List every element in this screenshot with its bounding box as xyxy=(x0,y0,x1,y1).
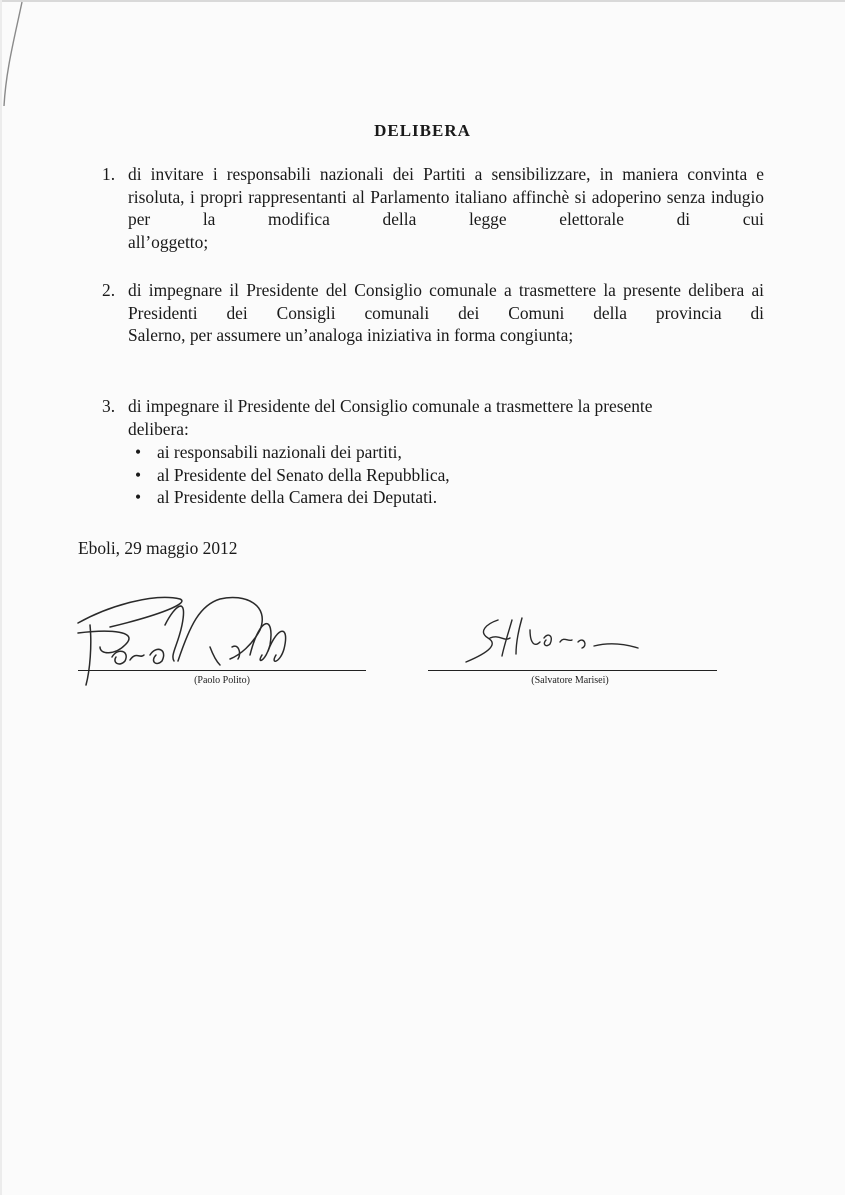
bullet-icon: • xyxy=(135,464,142,485)
signatory-name-1: (Paolo Polito) xyxy=(194,675,250,686)
recipient-list xyxy=(135,441,695,509)
item-text: di impegnare il Presidente del Consiglio comunale a trasmettere la presente delibera ai Presidenti dei Consigli comunali dei Comuni della provincia di xyxy=(128,280,764,323)
list-item-text: al Presidente della Camera dei Deputati. xyxy=(157,487,438,507)
deliberation-item-2 xyxy=(102,279,764,347)
item-text-last-line: all’oggetto; xyxy=(128,231,209,252)
place-date: Eboli, 29 maggio 2012 xyxy=(78,538,238,558)
item-text-last-line: Salerno, per assumere un’analoga iniziativa in forma congiunta; xyxy=(128,325,574,345)
signature-line-2 xyxy=(428,670,717,671)
item-number: 2. xyxy=(102,280,116,300)
signature-salvatore-marisei xyxy=(460,612,650,672)
bullet-icon: • xyxy=(135,442,142,462)
list-item xyxy=(135,464,695,487)
item-text-last-line: delibera: xyxy=(128,418,189,439)
item-number: 3. xyxy=(102,396,116,416)
list-item-text: al Presidente del Senato della Repubblica, xyxy=(157,464,450,485)
item-number: 1. xyxy=(102,164,116,184)
deliberation-item-1 xyxy=(102,163,764,253)
item-text: di impegnare il Presidente del Consiglio comunale a trasmettere la presente xyxy=(128,396,653,416)
deliberation-item-3 xyxy=(102,395,764,440)
bullet-icon: • xyxy=(135,487,142,507)
scan-edge-top xyxy=(0,0,845,2)
scan-edge-left xyxy=(0,0,2,1195)
scan-mark xyxy=(0,0,30,110)
list-item xyxy=(135,486,695,509)
document-heading: DELIBERA xyxy=(374,121,471,140)
list-item xyxy=(135,441,695,464)
item-text: di invitare i responsabili nazionali dei Partiti a sensibilizzare, in maniera convinta e risoluta, i propri rappresentanti al Parlamento italiano affinchè si adoperino senza indugio per la modifica della legge elettorale di cui xyxy=(128,164,764,229)
list-item-text: ai responsabili nazionali dei partiti, xyxy=(157,442,402,462)
signature-line-1 xyxy=(78,670,366,671)
signatory-name-2: (Salvatore Marisei) xyxy=(531,675,609,686)
